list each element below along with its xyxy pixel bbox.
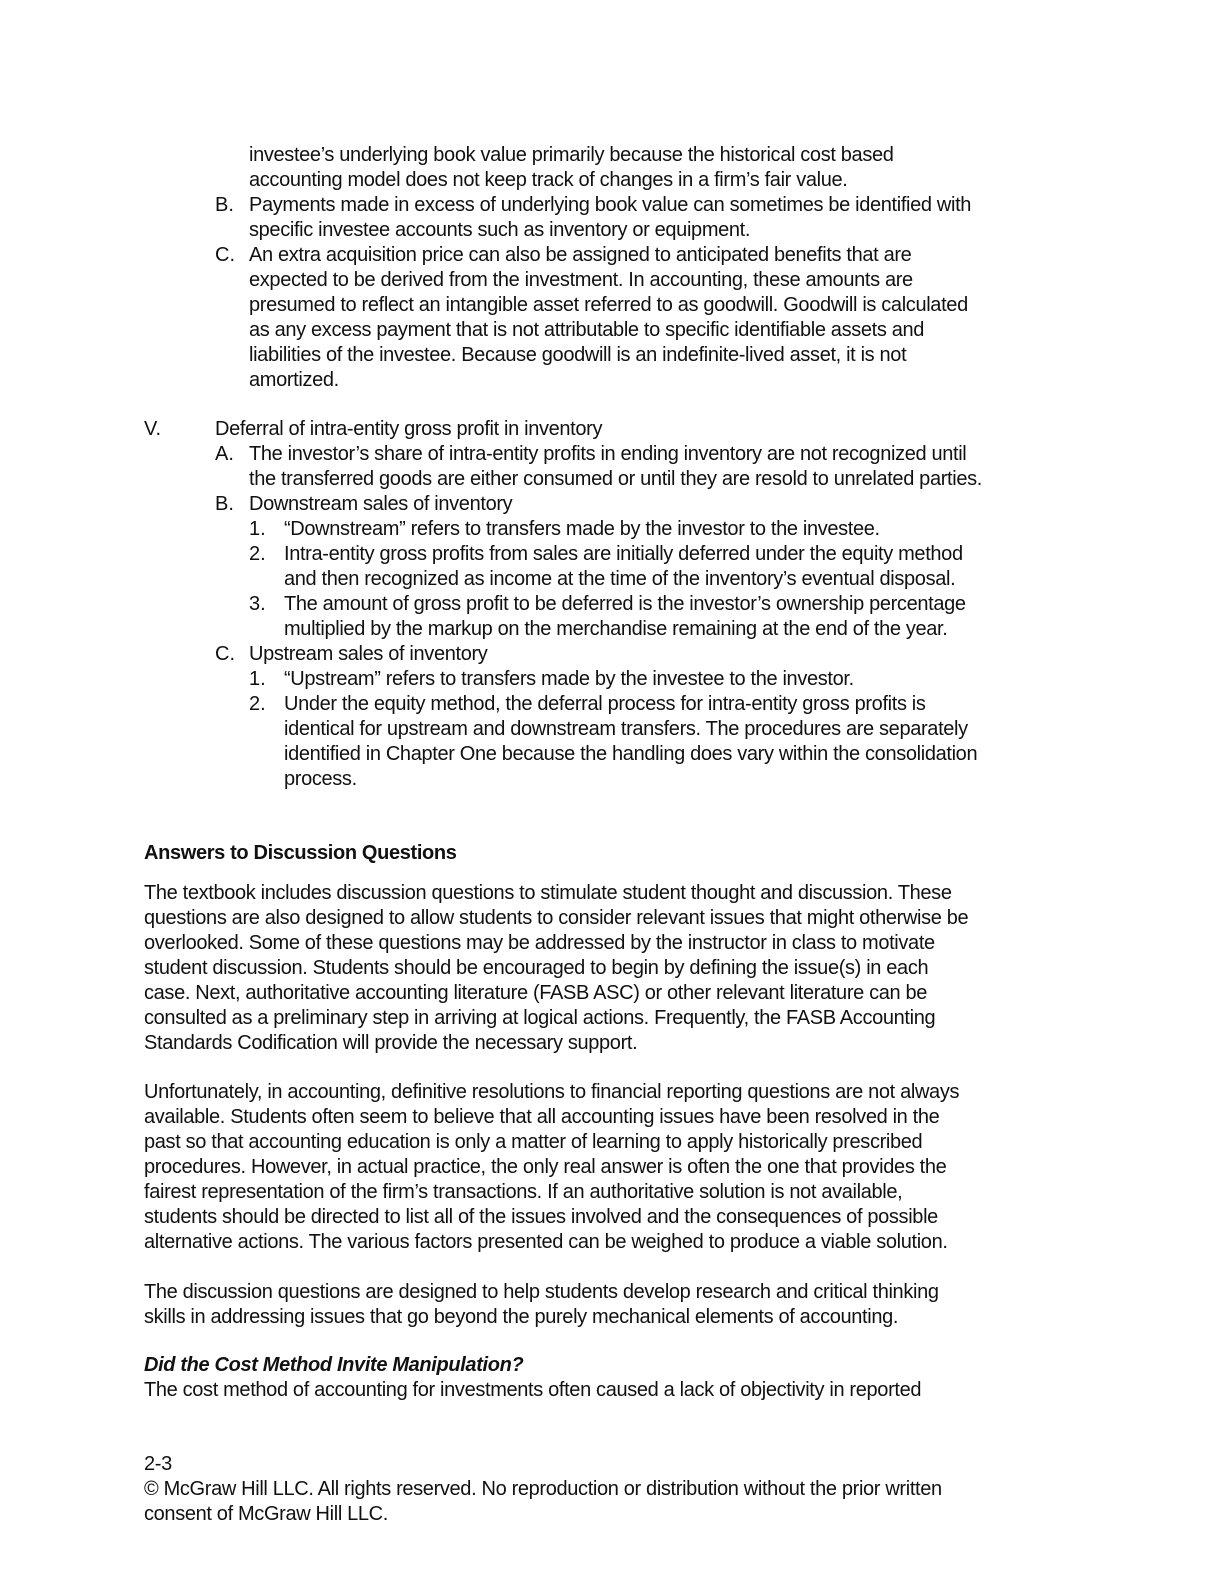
outline-label: B. <box>215 194 234 216</box>
paragraph-line: consulted as a preliminary step in arriving at logical actions. Frequently, the FASB Accounting <box>144 1007 936 1029</box>
sub-item-text: multiplied by the markup on the merchandise remaining at the end of the year. <box>284 618 948 640</box>
outline-item-text: amortized. <box>249 369 339 391</box>
section-title: Deferral of intra-entity gross profit in inventory <box>215 418 603 440</box>
sub-item-text: Intra-entity gross profits from sales are initially deferred under the equity method <box>284 543 963 565</box>
outline-item-text: presumed to reflect an intangible asset referred to as goodwill. Goodwill is calculated <box>249 294 968 316</box>
outline-item-text: Payments made in excess of underlying book value can sometimes be identified with <box>249 194 972 216</box>
section-heading: Answers to Discussion Questions <box>144 842 457 864</box>
paragraph-line: past so that accounting education is only a matter of learning to apply historically prescribed <box>144 1131 923 1153</box>
section-label: V. <box>144 418 162 440</box>
paragraph-line: fairest representation of the firm’s transactions. If an authoritative solution is not available, <box>144 1181 903 1203</box>
continuation-line: accounting model does not keep track of changes in a firm’s fair value. <box>249 169 848 191</box>
paragraph-line: Standards Codification will provide the necessary support. <box>144 1032 638 1054</box>
paragraph-line: alternative actions. The various factors presented can be weighed to produce a viable solution. <box>144 1231 948 1253</box>
paragraph-line: procedures. However, in actual practice, the only real answer is often the one that provides the <box>144 1156 947 1178</box>
sub-item-text: identical for upstream and downstream transfers. The procedures are separately <box>284 718 968 740</box>
outline-item-text: Upstream sales of inventory <box>249 643 488 665</box>
paragraph-line: The discussion questions are designed to help students develop research and critical thinking <box>144 1281 939 1303</box>
paragraph-line: questions are also designed to allow students to consider relevant issues that might otherwise be <box>144 907 969 929</box>
page-number: 2-3 <box>144 1453 172 1475</box>
outline-label: A. <box>215 443 234 465</box>
paragraph-line: The textbook includes discussion questions to stimulate student thought and discussion. These <box>144 882 952 904</box>
sub-item-text: “Upstream” refers to transfers made by the investee to the investor. <box>284 668 854 690</box>
sub-item-text: The amount of gross profit to be deferred is the investor’s ownership percentage <box>284 593 966 615</box>
paragraph-line: overlooked. Some of these questions may be addressed by the instructor in class to motivate <box>144 932 935 954</box>
sub-item-text: identified in Chapter One because the handling does vary within the consolidation <box>284 743 978 765</box>
outline-label: C. <box>215 244 235 266</box>
outline-label: C. <box>215 643 235 665</box>
sub-label: 2. <box>249 693 266 715</box>
outline-label: B. <box>215 493 234 515</box>
outline-item-text: the transferred goods are either consumed or until they are resold to unrelated parties. <box>249 468 982 490</box>
sub-item-text: process. <box>284 768 357 790</box>
sub-label: 3. <box>249 593 266 615</box>
sub-item-text: Under the equity method, the deferral process for intra-entity gross profits is <box>284 693 926 715</box>
paragraph-line: case. Next, authoritative accounting literature (FASB ASC) or other relevant literature can be <box>144 982 928 1004</box>
outline-item-text: The investor’s share of intra-entity profits in ending inventory are not recognized until <box>249 443 967 465</box>
paragraph-line: Unfortunately, in accounting, definitive resolutions to financial reporting questions are not always <box>144 1081 960 1103</box>
sub-item-text: “Downstream” refers to transfers made by the investor to the investee. <box>284 518 880 540</box>
paragraph-line: student discussion. Students should be encouraged to begin by defining the issue(s) in each <box>144 957 929 979</box>
continuation-line: investee’s underlying book value primarily because the historical cost based <box>249 144 894 166</box>
sub-label: 2. <box>249 543 266 565</box>
outline-item-text: as any excess payment that is not attributable to specific identifiable assets and <box>249 319 925 341</box>
outline-item-text: liabilities of the investee. Because goodwill is an indefinite-lived asset, it is not <box>249 344 907 366</box>
copyright-line: consent of McGraw Hill LLC. <box>144 1503 388 1525</box>
question-heading: Did the Cost Method Invite Manipulation? <box>144 1354 524 1376</box>
paragraph-line: The cost method of accounting for investments often caused a lack of objectivity in reported <box>144 1379 922 1401</box>
paragraph-line: students should be directed to list all of the issues involved and the consequences of possible <box>144 1206 938 1228</box>
outline-item-text: expected to be derived from the investment. In accounting, these amounts are <box>249 269 913 291</box>
sub-label: 1. <box>249 668 266 690</box>
paragraph-line: available. Students often seem to believe that all accounting issues have been resolved in the <box>144 1106 940 1128</box>
copyright-line: © McGraw Hill LLC. All rights reserved. No reproduction or distribution without the prior written <box>144 1478 942 1500</box>
sub-item-text: and then recognized as income at the time of the inventory’s eventual disposal. <box>284 568 956 590</box>
outline-item-text: specific investee accounts such as inventory or equipment. <box>249 219 751 241</box>
sub-label: 1. <box>249 518 266 540</box>
outline-item-text: Downstream sales of inventory <box>249 493 513 515</box>
outline-item-text: An extra acquisition price can also be assigned to anticipated benefits that are <box>249 244 912 266</box>
paragraph-line: skills in addressing issues that go beyond the purely mechanical elements of accounting. <box>144 1306 899 1328</box>
